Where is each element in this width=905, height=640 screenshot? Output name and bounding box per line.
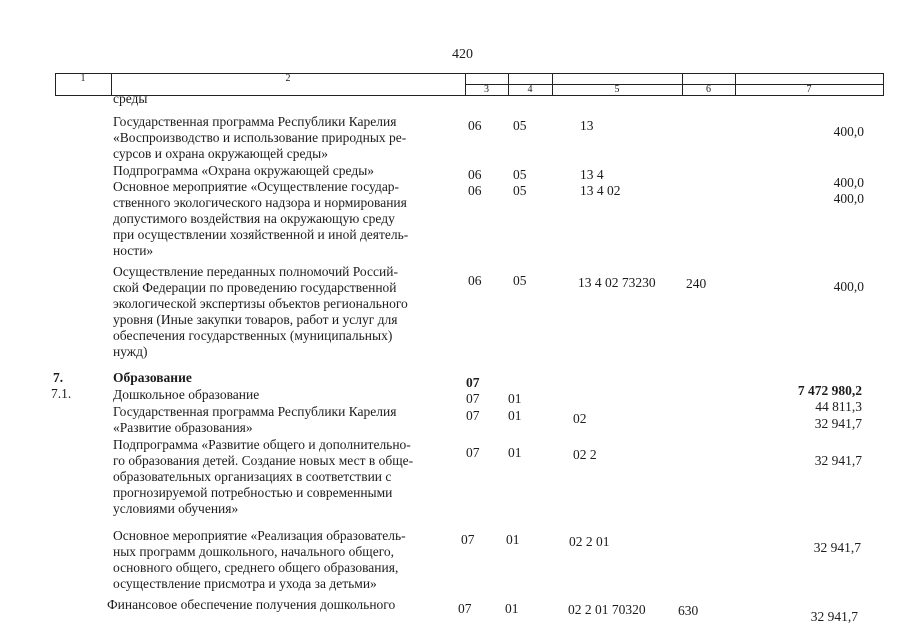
description-line: го образования детей. Создание новых мест в обще- [113, 453, 414, 468]
description-line: Основное мероприятие «Реализация образователь- [113, 528, 406, 543]
subsection-code: 05 [513, 118, 527, 133]
section-code: 06 [468, 118, 482, 133]
description-line: при осуществлении хозяйственной и иной деятель- [113, 227, 409, 242]
expense-type-code: 630 [678, 603, 699, 618]
description-line: экологической экспертизы объектов регионального [113, 296, 408, 311]
target-article-code: 02 2 01 [569, 534, 610, 549]
row-description [113, 404, 453, 436]
description-line: Подпрограмма «Развитие общего и дополнительно- [113, 437, 411, 452]
header-col-5: 5 [614, 84, 620, 95]
amount: 44 811,3 [815, 399, 862, 414]
page-number: 420 [452, 47, 473, 62]
row-description [113, 114, 453, 162]
section-code: 07 [466, 375, 480, 390]
section-code: 06 [468, 183, 482, 198]
description-line: Подпрограмма «Охрана окружающей среды» [113, 163, 375, 178]
header-col-2: 2 [285, 73, 291, 84]
subsection-code: 01 [508, 445, 522, 460]
row-description [107, 597, 447, 613]
description-line: Финансовое обеспечение получения дошкольного [107, 597, 396, 612]
section-code: 07 [466, 408, 480, 423]
description-line: прогнозируемой потребностью и современными [113, 485, 393, 500]
header-col-6: 6 [706, 84, 711, 95]
row-description [113, 163, 453, 179]
description-line: Государственная программа Республики Карелия [113, 404, 397, 419]
row-description [113, 179, 453, 259]
amount: 400,0 [833, 124, 864, 139]
amount: 32 941,7 [814, 416, 862, 431]
subsection-code: 01 [508, 391, 522, 406]
description-line: уровня (Иные закупки товаров, работ и услуг для [113, 312, 398, 327]
target-article-code: 13 4 02 73230 [578, 275, 656, 290]
target-article-code: 02 2 01 70320 [568, 602, 646, 617]
target-article-code: 13 [580, 118, 594, 133]
description-line: Дошкольное образование [113, 387, 260, 402]
subsection-code: 01 [505, 601, 519, 616]
description-line: «Воспроизводство и использование природных ре- [113, 130, 407, 145]
description-line: образовательных организациях в соответствии с [113, 469, 392, 484]
header-col-1: 1 [80, 73, 86, 84]
header-col-4: 4 [527, 84, 533, 95]
description-line: ности» [113, 243, 154, 258]
description-line: допустимого воздействия на окружающую среду [113, 211, 395, 226]
target-article-code: 02 2 [573, 447, 597, 462]
amount: 7 472 980,2 [797, 383, 862, 398]
section-code: 06 [468, 273, 482, 288]
section-code: 07 [461, 532, 475, 547]
row-description [113, 387, 453, 403]
header-col-7: 7 [806, 84, 812, 95]
target-article-code: 13 4 [580, 167, 604, 182]
amount: 400,0 [833, 175, 864, 190]
description-line: ственного экологического надзора и нормирования [113, 195, 407, 210]
amount: 400,0 [833, 191, 864, 206]
subsection-code: 05 [513, 167, 527, 182]
subsection-code: 05 [513, 183, 527, 198]
description-line: Осуществление переданных полномочий Россий- [113, 264, 398, 279]
description-line: основного общего, среднего общего образования, [113, 560, 399, 575]
section-code: 07 [458, 601, 472, 616]
description-line: Основное мероприятие «Осуществление государ- [113, 179, 400, 194]
description-line: осуществление присмотра и ухода за детьми» [113, 576, 377, 591]
section-code: 07 [466, 445, 480, 460]
amount: 32 941,7 [814, 453, 862, 468]
description-line: обеспечения государственных (муниципальных) [113, 328, 393, 343]
description-line: нужд) [113, 344, 148, 359]
description-line: среды [113, 91, 148, 106]
description-line: сурсов и охрана окружающей среды» [113, 146, 328, 161]
subsection-code: 01 [506, 532, 520, 547]
description-line: ской Федерации по проведению государственной [113, 280, 397, 295]
description-line: Образование [113, 370, 192, 385]
amount: 32 941,7 [813, 540, 861, 555]
description-line: «Развитие образования» [113, 420, 253, 435]
subsection-code: 01 [508, 408, 522, 423]
amount: 400,0 [833, 279, 864, 294]
description-line: Государственная программа Республики Карелия [113, 114, 397, 129]
subsection-code: 05 [513, 273, 527, 288]
row-description [113, 264, 453, 360]
amount: 32 941,7 [810, 609, 858, 624]
expense-type-code: 240 [686, 276, 707, 291]
row-description [113, 370, 453, 386]
section-code: 07 [466, 391, 480, 406]
row-description [113, 528, 453, 592]
target-article-code: 13 4 02 [580, 183, 621, 198]
row-number: 7. [53, 370, 64, 385]
description-line: ных программ дошкольного, начального общего, [113, 544, 395, 559]
row-description [113, 91, 453, 107]
row-number: 7.1. [51, 386, 72, 401]
target-article-code: 02 [573, 411, 587, 426]
header-col-3: 3 [484, 84, 489, 95]
section-code: 06 [468, 167, 482, 182]
description-line: условиями обучения» [113, 501, 239, 516]
row-description [113, 437, 453, 517]
